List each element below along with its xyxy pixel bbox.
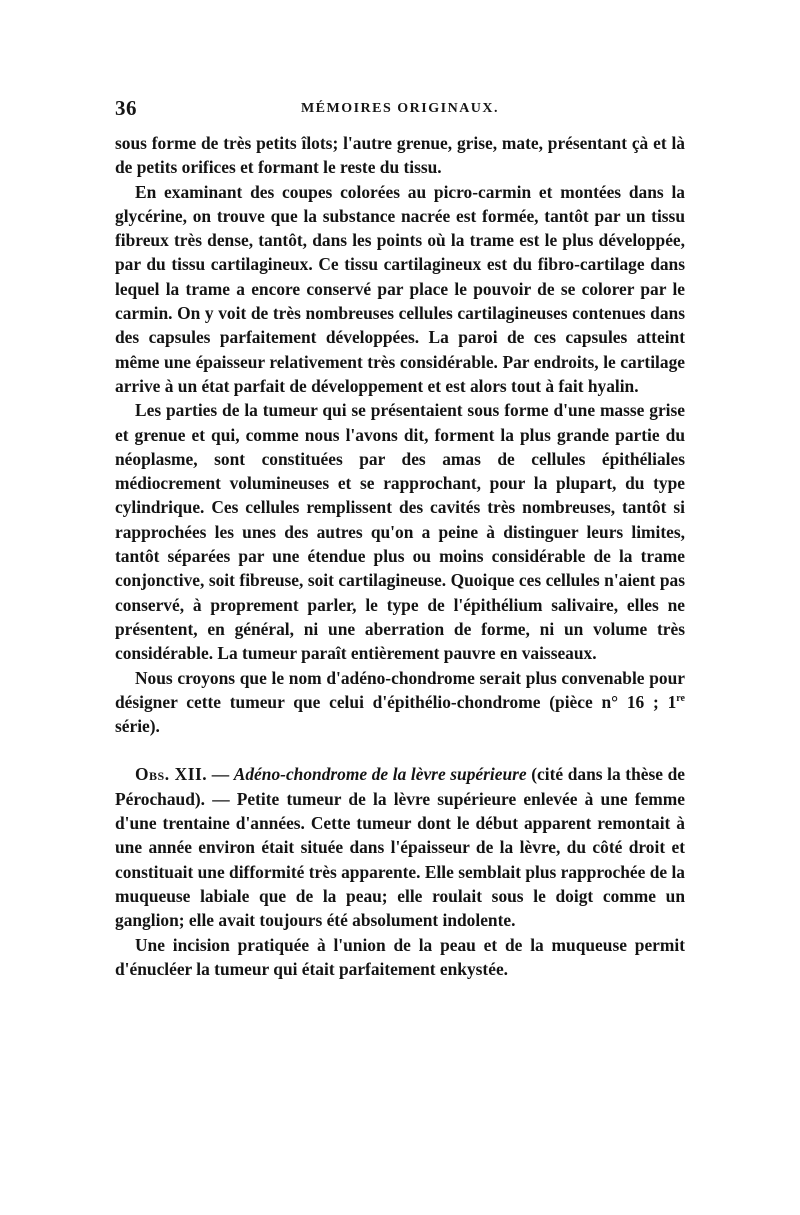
- page-number: 36: [115, 96, 137, 120]
- running-title: MÉMOIRES ORIGINAUX.: [300, 101, 500, 116]
- paragraph-continuation: sous forme de très petits îlots; l'autre grenue, grise, mate, présentant çà et là de petits orifices et formant le reste du tissu.: [115, 133, 685, 178]
- conclusion-text: Nous croyons que le nom d'adéno-chondrome serait plus convenable pour désigner cette tumeur que celui d'épithélio-chondrome (pièce n° 16 ; 1: [115, 667, 685, 712]
- paragraph-cells: Les parties de la tumeur qui se présentaient sous forme d'une masse grise et grenue et qui, comme nous l'avons dit, forment la plus grande partie du néoplasme, sont constituées par des amas de cellules épithéliales médiocrement volumineuses et se rapprochant, pour la plupart, du type cylindrique. Ces cellules remplissent des cavités très nombreuses, tantôt si rapprochées les unes des autres qu'on a peine à distinguer leurs limites, tantôt séparées par une étendue plus ou moins considérable de la trame conjonctive, soit fibreuse, soit cartilagineuse. Quoique ces cellules n'aient pas conservé, à proprement parler, le type de l'épithélium salivaire, elles ne présentent, en général, ni une aberration de forme, ni un volume très considérable. La tumeur paraît entièrement pauvre en vaisseaux.: [115, 400, 685, 664]
- superscript-re: re: [676, 693, 685, 705]
- paragraph-conclusion: [115, 666, 685, 739]
- observation-dash: —: [207, 764, 234, 785]
- observation-label: Obs. XII.: [135, 764, 208, 785]
- body-text: [115, 131, 685, 981]
- conclusion-end: série).: [115, 716, 160, 737]
- paragraph-histology: En examinant des coupes colorées au picro-carmin et montées dans la glycérine, on trouve que la substance nacrée est formée, tantôt par un tissu fibreux très dense, tantôt, dans les points où la trame est le plus développée, par du tissu cartilagineux. Ce tissu cartilagineux est du fibro-cartilage dans lequel la trame a encore conservé par place le pouvoir de se colorer par le carmin. On y voit de très nombreuses cellules cartilagineuses contenues dans des capsules parfaitement développées. La paroi de ces capsules atteint même une épaisseur relativement très considérable. Par endroits, le cartilage arrive à un état parfait de développement et est alors tout à fait hyalin.: [115, 181, 685, 396]
- observation-title: Adéno-chondrome de la lèvre supérieure: [233, 764, 527, 785]
- observation-text: (cité dans la thèse de Pérochaud). — Petite tumeur de la lèvre supérieure enlevée à une femme d'une trentaine d'années. Cette tumeur dont le début apparent remontait à une année environ était située dans l'épaisseur de la lèvre, du côté droit et constituait une difformité très apparente. Elle semblait plus rapprochée de la muqueuse labiale que de la peau; elle roulait sous le doigt comme un ganglion; elle avait toujours été absolument indolente.: [115, 764, 685, 931]
- observation-paragraph: [115, 762, 685, 932]
- page-header: [115, 96, 685, 126]
- paragraph-incision: Une incision pratiquée à l'union de la peau et de la muqueuse permit d'énucléer la tumeur qui était parfaitement enkystée.: [115, 934, 685, 979]
